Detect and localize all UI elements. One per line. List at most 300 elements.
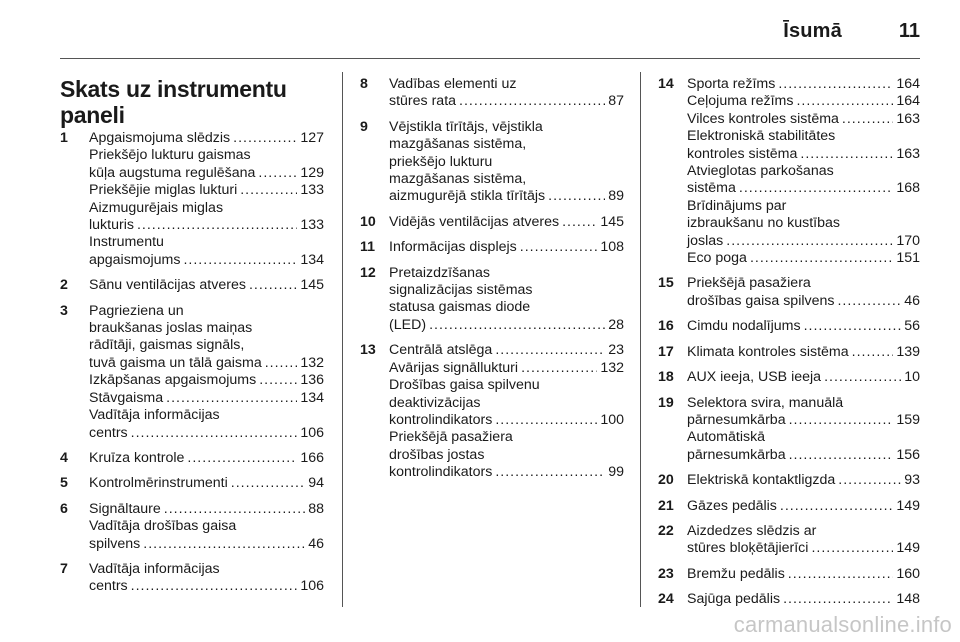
entry-line [389, 76, 624, 93]
index-entry [360, 76, 624, 111]
entry-label: Sporta režīms [687, 76, 776, 92]
index-entry [658, 318, 920, 335]
entry-line [89, 200, 324, 217]
entry-line [89, 147, 324, 164]
dot-leader [788, 566, 894, 583]
column-3 [658, 76, 920, 617]
dot-leader [495, 464, 605, 481]
column-divider [640, 72, 641, 607]
dot-leader [811, 540, 893, 557]
index-entry [658, 523, 920, 558]
entry-label: Vējstikla tīrītājs, vējstikla [389, 118, 543, 135]
entry-number: 19 [658, 394, 674, 411]
entry-lines [687, 498, 920, 515]
page-reference[interactable]: 23 [608, 342, 624, 359]
entry-number: 4 [60, 449, 68, 466]
entry-line [687, 566, 920, 583]
entry-line [89, 303, 324, 320]
dot-leader [265, 355, 298, 372]
entry-line [687, 369, 920, 386]
page-reference[interactable]: 148 [896, 591, 920, 608]
entry-label: Priekšējā pasažiera [389, 429, 513, 446]
entry-line [687, 318, 920, 335]
entry-line [687, 293, 920, 310]
index-entry [658, 498, 920, 515]
entry-line [687, 472, 920, 489]
dot-leader [131, 578, 298, 595]
entry-line [89, 320, 324, 337]
index-entry [658, 275, 920, 310]
index-entry [360, 214, 624, 231]
entry-label: Priekšējā pasažiera [687, 275, 811, 292]
entry-lines [687, 591, 920, 608]
entry-label: apgaismojums [89, 251, 181, 268]
dot-leader [233, 130, 297, 147]
dot-leader [726, 233, 893, 250]
entry-number: 6 [60, 500, 68, 517]
dot-leader [778, 76, 893, 93]
column-2 [360, 76, 624, 490]
entry-label: Signāltaure [89, 500, 161, 517]
index-entry [658, 344, 920, 361]
entry-line [89, 475, 324, 492]
dot-leader [838, 472, 901, 489]
page-reference[interactable]: 166 [300, 449, 324, 466]
entry-number: 10 [360, 213, 376, 230]
entry-label: rādītāji, gaismas signāls, [89, 337, 245, 354]
dot-leader [783, 591, 893, 608]
page-reference[interactable]: 87 [608, 93, 624, 110]
page-reference[interactable]: 100 [600, 411, 624, 428]
dot-leader [521, 360, 597, 377]
page-reference[interactable]: 149 [896, 540, 920, 557]
entry-label: lukturis [89, 217, 134, 234]
entry-line [687, 498, 920, 515]
entry-label: joslas [687, 232, 724, 249]
index-entry [658, 395, 920, 465]
entry-number: 12 [360, 264, 376, 281]
page-reference[interactable]: 106 [300, 424, 324, 441]
dot-leader [796, 93, 893, 110]
dot-leader [231, 475, 305, 492]
entry-line [687, 180, 920, 197]
page-reference[interactable]: 89 [608, 188, 624, 205]
entry-number: 20 [658, 472, 674, 489]
dot-leader [459, 93, 605, 110]
index-entry [60, 277, 324, 294]
column-1 [60, 76, 324, 604]
entry-lines [687, 566, 920, 583]
entry-label: Bremžu pedālis [687, 565, 785, 582]
entry-line [389, 429, 624, 446]
dot-leader [240, 182, 297, 199]
entry-label: Avārijas signāllukturi [389, 359, 519, 376]
index-entry [658, 591, 920, 608]
page-reference[interactable]: 170 [896, 232, 920, 249]
dot-leader [520, 239, 598, 256]
entry-label: Sajūga pedālis [687, 591, 781, 608]
entry-label: Drošības gaisa spilvenu [389, 377, 540, 394]
entry-label: sistēma [687, 180, 736, 197]
page-reference[interactable]: 93 [904, 472, 920, 489]
entry-line [389, 282, 624, 299]
entry-label: stūres rata [389, 93, 457, 110]
dot-leader [164, 501, 305, 518]
entry-line [89, 561, 324, 578]
entry-label: mazgāšanas sistēma, [389, 171, 527, 188]
page-reference[interactable]: 88 [308, 500, 324, 517]
page-reference[interactable]: 28 [608, 316, 624, 333]
entry-line [687, 250, 920, 267]
section-heading: Skats uz instrumentu paneli [60, 76, 287, 128]
dot-leader [258, 165, 297, 182]
index-entry [60, 475, 324, 492]
entry-line [687, 93, 920, 110]
index-entry [360, 265, 624, 335]
entry-line [389, 154, 624, 171]
entry-line [89, 252, 324, 269]
entry-label: Selektora svira, manuālā [687, 394, 844, 411]
index-entry [658, 472, 920, 489]
entry-line [687, 111, 920, 128]
dot-leader [187, 450, 297, 467]
entry-line [389, 136, 624, 153]
entry-line [687, 523, 920, 540]
entry-line [687, 233, 920, 250]
page-reference[interactable]: 132 [300, 354, 324, 371]
entry-line [89, 234, 324, 251]
chapter-title: Īsumā [783, 20, 842, 42]
page-reference[interactable]: 168 [896, 180, 920, 197]
entry-number: 23 [658, 565, 674, 582]
entry-line [389, 360, 624, 377]
entry-line [389, 265, 624, 282]
entry-line [389, 93, 624, 110]
entry-lines [89, 303, 324, 442]
index-entry [60, 501, 324, 553]
entry-number: 15 [658, 275, 674, 292]
entry-lines [389, 265, 624, 335]
entry-line [389, 119, 624, 136]
entry-lines [687, 369, 920, 386]
entry-line [389, 317, 624, 334]
index-entry [360, 342, 624, 481]
page-reference[interactable]: 132 [600, 359, 624, 376]
page-reference[interactable]: 94 [308, 475, 324, 492]
entry-label: Priekšējie miglas lukturi [89, 182, 238, 199]
entry-number: 24 [658, 591, 674, 608]
entry-line [389, 171, 624, 188]
entry-line [89, 182, 324, 199]
entry-number: 18 [658, 369, 674, 386]
entry-line [389, 395, 624, 412]
entry-line [89, 450, 324, 467]
entry-lines [389, 119, 624, 206]
entry-line [89, 425, 324, 442]
page-reference[interactable]: 164 [896, 76, 920, 92]
entry-label: Apgaismojuma slēdzis [89, 130, 231, 146]
dot-leader [429, 317, 605, 334]
entry-label: Vadītāja informācijas [89, 407, 220, 424]
dot-leader [166, 390, 297, 407]
entry-line [89, 518, 324, 535]
entry-number: 7 [60, 560, 68, 577]
dot-leader [739, 180, 893, 197]
dot-leader [789, 412, 894, 429]
dot-leader [804, 318, 902, 335]
page-reference[interactable]: 46 [904, 292, 920, 309]
entry-label: Brīdinājums par [687, 197, 787, 214]
entry-line [687, 146, 920, 163]
entry-label: Izkāpšanas apgaismojums [89, 372, 257, 389]
entry-label: Priekšējo lukturu gaismas [89, 147, 251, 164]
entry-label: Informācijas displejs [389, 239, 517, 256]
entry-line [89, 355, 324, 372]
page-reference[interactable]: 108 [600, 239, 624, 256]
page-reference[interactable]: 145 [300, 277, 324, 294]
entry-label: Aizmugurējais miglas [89, 199, 224, 216]
page-reference[interactable]: 136 [300, 372, 324, 389]
entry-number: 17 [658, 343, 674, 360]
page-reference[interactable]: 149 [896, 497, 920, 514]
entry-line [687, 447, 920, 464]
dot-leader [842, 111, 893, 128]
entry-label: aizmugurējā stikla tīrītājs [389, 188, 546, 205]
entry-label: tuvā gaisma un tālā gaisma [89, 354, 262, 371]
entry-lines [89, 277, 324, 294]
page-reference[interactable]: 133 [300, 182, 324, 199]
entry-label: centrs [89, 424, 128, 441]
entry-label: AUX ieeja, USB ieeja [687, 369, 822, 386]
entry-number: 21 [658, 497, 674, 514]
entry-label: pārnesumkārba [687, 446, 786, 463]
entry-label: izbraukšanu no kustības [687, 215, 841, 232]
entry-label: Vidējās ventilācijas atveres [389, 213, 560, 230]
page-reference[interactable]: 160 [896, 565, 920, 582]
page-reference[interactable]: 106 [300, 578, 324, 595]
entry-label: Kruīza kontrole [89, 449, 185, 466]
entry-label: stūres bloķētājierīci [687, 540, 809, 557]
dot-leader [548, 188, 605, 205]
entry-label: kontrolindikators [389, 464, 493, 481]
entry-line [687, 395, 920, 412]
page-reference[interactable]: 151 [896, 250, 920, 267]
entry-line [389, 299, 624, 316]
entry-line [687, 344, 920, 361]
entry-label: Vadītāja drošības gaisa [89, 518, 237, 535]
index-entry [658, 76, 920, 267]
entry-lines [687, 523, 920, 558]
page-reference[interactable]: 145 [600, 213, 624, 230]
entry-line [89, 372, 324, 389]
entry-label: Vilces kontroles sistēma [687, 110, 839, 127]
entry-label: Instrumentu [89, 234, 164, 251]
entry-lines [687, 395, 920, 465]
entry-lines [89, 501, 324, 553]
dot-leader [562, 214, 597, 231]
entry-label: Eco poga [687, 250, 747, 267]
entry-label: Vadītāja informācijas [89, 560, 220, 577]
entry-line [89, 390, 324, 407]
entry-lines [687, 275, 920, 310]
entry-lines [89, 130, 324, 269]
entry-lines [389, 239, 624, 256]
entry-label: Vadības elementi uz [389, 76, 517, 92]
entry-line [89, 337, 324, 354]
entry-label: Sānu ventilācijas atveres [89, 277, 246, 294]
index-entry [60, 130, 324, 269]
page-number: 11 [898, 20, 920, 42]
entry-line [89, 217, 324, 234]
entry-label: Aizdedzes slēdzis ar [687, 522, 817, 539]
dot-leader [249, 277, 297, 294]
entry-line [389, 447, 624, 464]
page-reference[interactable]: 134 [300, 389, 324, 406]
dot-leader [837, 293, 901, 310]
page-header [0, 0, 960, 60]
entry-lines [687, 76, 920, 267]
entry-number: 2 [60, 277, 68, 294]
entry-line [687, 275, 920, 292]
entry-label: Kontrolmērinstrumenti [89, 475, 228, 492]
entry-label: deaktivizācijas [389, 394, 481, 411]
entry-line [389, 214, 624, 231]
page-reference[interactable]: 129 [300, 164, 324, 181]
entry-line [687, 591, 920, 608]
entry-label: braukšanas joslas maiņas [89, 320, 253, 337]
entry-line [389, 412, 624, 429]
page-reference[interactable]: 163 [896, 110, 920, 127]
entry-label: Automātiskā [687, 429, 766, 446]
entry-lines [389, 214, 624, 231]
entry-label: pārnesumkārba [687, 411, 786, 428]
index-entry [60, 450, 324, 467]
entry-label: Elektriskā kontaktligzda [687, 472, 836, 489]
page-reference[interactable]: 46 [308, 535, 324, 552]
entry-lines [89, 450, 324, 467]
entry-label: mazgāšanas sistēma, [389, 136, 527, 153]
page-reference[interactable]: 159 [896, 411, 920, 428]
entry-lines [687, 318, 920, 335]
entry-number: 1 [60, 130, 68, 146]
page-reference[interactable]: 156 [896, 446, 920, 463]
page-reference[interactable]: 163 [896, 145, 920, 162]
index-entry [60, 303, 324, 442]
entry-line [687, 540, 920, 557]
entry-label: Pagrieziena un [89, 302, 184, 319]
entry-label: kontroles sistēma [687, 145, 798, 162]
dot-leader [495, 412, 597, 429]
entry-label: Centrālā atslēga [389, 342, 493, 359]
entry-label: centrs [89, 578, 128, 595]
dot-leader [789, 447, 894, 464]
entry-label: signalizācijas sistēmas [389, 282, 533, 299]
entry-label: Atvieglotas parkošanas [687, 163, 834, 180]
entry-line [89, 578, 324, 595]
entry-lines [389, 342, 624, 481]
entry-number: 9 [360, 118, 368, 135]
entry-lines [389, 76, 624, 111]
entry-label: drošības jostas [389, 446, 485, 463]
entry-number: 16 [658, 318, 674, 335]
entry-line [687, 412, 920, 429]
entry-number: 11 [360, 239, 375, 256]
page-reference[interactable]: 134 [300, 251, 324, 268]
entry-label: Gāzes pedālis [687, 497, 777, 514]
entry-line [687, 198, 920, 215]
page-reference[interactable]: 10 [904, 369, 920, 386]
entry-label: (LED) [389, 316, 427, 333]
entry-line [89, 501, 324, 518]
entry-lines [89, 561, 324, 596]
entry-line [89, 130, 324, 147]
entry-lines [687, 472, 920, 489]
dot-leader [800, 146, 893, 163]
dot-leader [780, 498, 893, 515]
entry-line [687, 163, 920, 180]
dot-leader [750, 250, 893, 267]
entry-number: 22 [658, 522, 674, 539]
entry-line [389, 377, 624, 394]
entry-number: 3 [60, 302, 68, 319]
entry-line [89, 536, 324, 553]
dot-leader [852, 344, 894, 361]
entry-line [687, 215, 920, 232]
watermark: carmanualsonline.info [733, 612, 952, 637]
entry-line [687, 76, 920, 93]
entry-line [389, 188, 624, 205]
dot-leader [131, 425, 298, 442]
entry-label: kontrolindikators [389, 411, 493, 428]
entry-label: drošības gaisa spilvens [687, 292, 835, 309]
column-divider [342, 72, 343, 607]
entry-number: 8 [360, 76, 368, 92]
entry-number: 5 [60, 475, 68, 492]
entry-label: statusa gaismas diode [389, 299, 531, 316]
entry-label: Stāvgaisma [89, 389, 164, 406]
page-reference[interactable]: 56 [904, 318, 920, 335]
index-entry [658, 566, 920, 583]
entry-label: Cimdu nodalījums [687, 318, 801, 335]
entry-label: Pretaizdzīšanas [389, 264, 490, 281]
dot-leader [183, 252, 297, 269]
page-reference[interactable]: 133 [300, 217, 324, 234]
entry-line [389, 464, 624, 481]
entry-number: 13 [360, 342, 376, 359]
entry-line [687, 429, 920, 446]
entry-lines [687, 344, 920, 361]
entry-lines [89, 475, 324, 492]
entry-label: kūļa augstuma regulēšana [89, 164, 256, 181]
entry-line [89, 407, 324, 424]
header-divider [60, 58, 920, 59]
page-reference[interactable]: 164 [896, 93, 920, 110]
entry-line [89, 165, 324, 182]
entry-label: Ceļojuma režīms [687, 93, 794, 110]
dot-leader [824, 369, 901, 386]
dot-leader [259, 372, 297, 389]
entry-label: Elektroniskā stabilitātes [687, 128, 836, 145]
index-entry [658, 369, 920, 386]
page-reference[interactable]: 99 [608, 464, 624, 481]
entry-label: spilvens [89, 535, 141, 552]
page-reference[interactable]: 139 [896, 343, 920, 360]
index-entry [60, 561, 324, 596]
index-entry [360, 119, 624, 206]
page-reference[interactable]: 127 [300, 130, 324, 146]
dot-leader [495, 342, 605, 359]
entry-line [389, 239, 624, 256]
